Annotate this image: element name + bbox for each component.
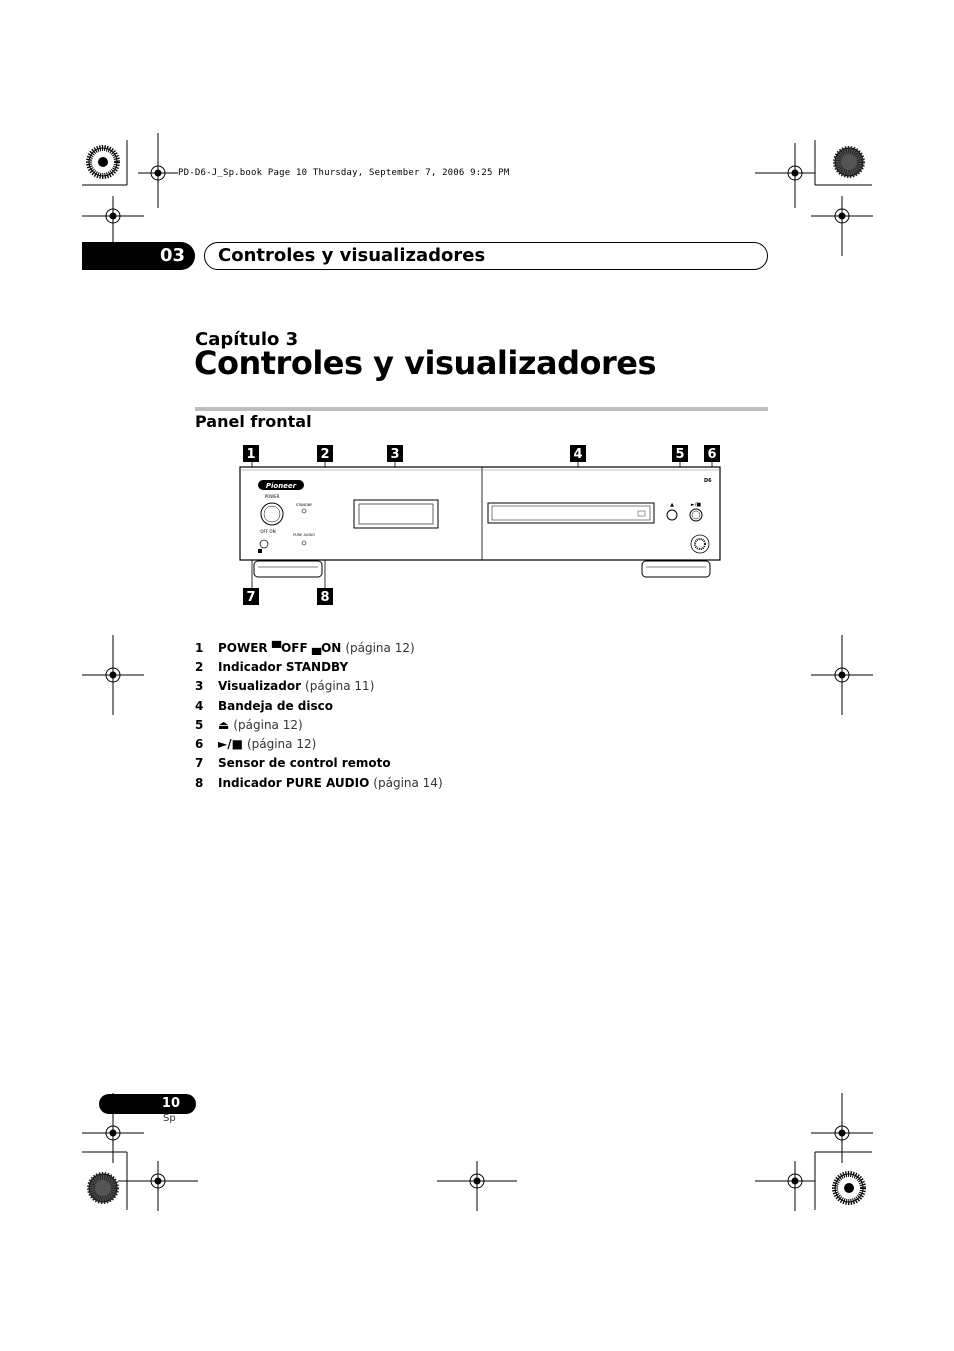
standby-led xyxy=(302,509,306,513)
eject-button xyxy=(667,510,677,520)
standby-label: STANDBY xyxy=(295,503,313,507)
play-stop-symbol: ►/■ xyxy=(690,502,702,508)
list-item: 6 ►/■ (página 12) xyxy=(195,737,317,752)
list-item: 5 ⏏ (página 12) xyxy=(195,717,303,732)
callout-8: 8 xyxy=(320,590,330,605)
eject-icon: ⏏ xyxy=(218,717,230,732)
list-item: 1 POWER ▀OFF ▄ON (página 12) xyxy=(195,640,415,655)
section-rule xyxy=(195,407,768,411)
list-item: 4 Bandeja de disco xyxy=(195,698,334,713)
power-label: POWER xyxy=(264,494,280,499)
off-on-label: OFF ON xyxy=(260,529,276,534)
section-title: Panel frontal xyxy=(195,412,312,431)
model-label: D6 xyxy=(704,478,712,484)
callout-6: 6 xyxy=(707,447,717,462)
left-foot xyxy=(254,561,322,577)
chapter-title: Controles y visualizadores xyxy=(194,344,656,382)
eject-symbol: ▲ xyxy=(670,502,674,508)
chapter-label: Capítulo 3 xyxy=(195,329,299,350)
list-item: 8 Indicador PURE AUDIO (página 14) xyxy=(195,775,443,790)
chapter-number-badge: 03 xyxy=(82,242,195,270)
page-language: Sp xyxy=(163,1113,176,1124)
sacd-logo xyxy=(691,535,709,553)
front-panel-diagram xyxy=(230,440,730,610)
play-stop-icon: ►/■ xyxy=(218,737,243,752)
callout-5: 5 xyxy=(675,447,685,462)
page-number-badge: 10 xyxy=(99,1094,196,1114)
list-item: 3 Visualizador (página 11) xyxy=(195,679,375,694)
pure-audio-label: PURE AUDIO xyxy=(293,533,315,537)
print-info: PD-D6-J_Sp.book Page 10 Thursday, September 7, 2006 9:25 PM xyxy=(178,168,510,178)
brand-logo: Pioneer xyxy=(265,482,297,490)
power-button xyxy=(261,503,283,525)
pure-audio-led xyxy=(302,541,306,545)
controls-list xyxy=(195,638,443,792)
callout-2: 2 xyxy=(320,447,330,462)
remote-sensor xyxy=(260,540,268,548)
right-foot xyxy=(642,561,710,577)
running-header-title: Controles y visualizadores xyxy=(218,245,486,266)
list-item: 2 Indicador STANDBY xyxy=(195,659,349,674)
callout-3: 3 xyxy=(390,447,400,462)
callout-1: 1 xyxy=(246,447,256,462)
callout-4: 4 xyxy=(573,447,583,462)
callout-7: 7 xyxy=(246,590,256,605)
list-item: 7 Sensor de control remoto xyxy=(195,756,391,771)
